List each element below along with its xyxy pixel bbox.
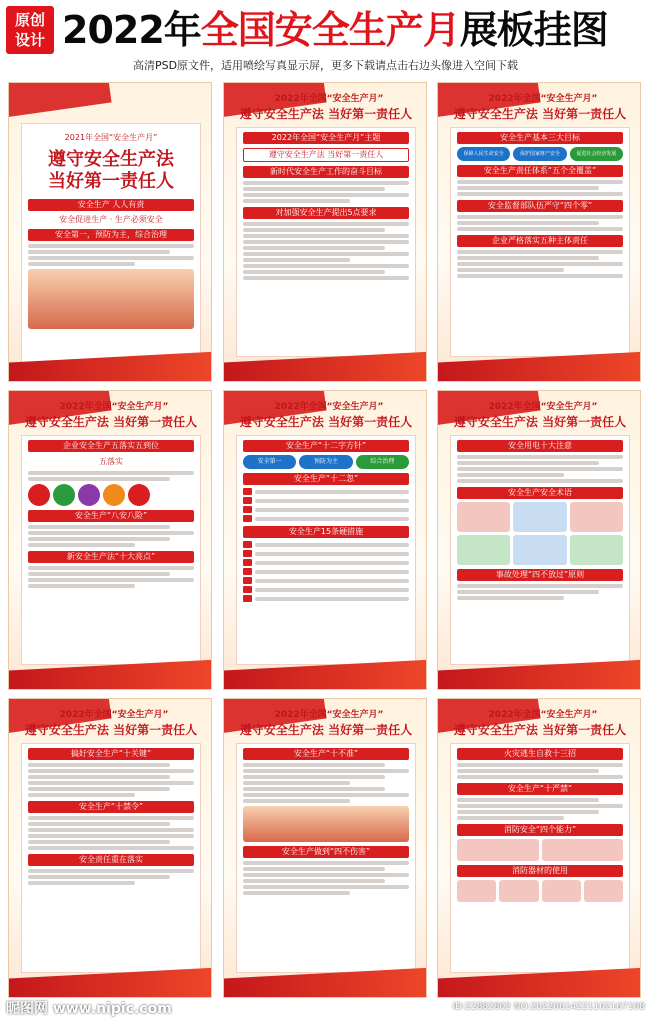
board-five-implementations[interactable] bbox=[8, 390, 212, 690]
number-marker bbox=[243, 497, 252, 504]
text-line bbox=[28, 846, 194, 850]
section-head: 安全生产基本三大目标 bbox=[457, 132, 623, 144]
text-line bbox=[243, 240, 409, 244]
text-line bbox=[457, 274, 623, 278]
text-line bbox=[457, 810, 599, 814]
section-head: 安全生产责任体系“五个全覆盖” bbox=[457, 165, 623, 177]
board-tag: 安全生产 人人有责 bbox=[28, 199, 194, 211]
board-year: 2022年全国“安全生产月” bbox=[488, 94, 598, 104]
text-line bbox=[243, 867, 385, 871]
text-line bbox=[255, 561, 409, 565]
text-line bbox=[28, 471, 194, 475]
text-line bbox=[243, 763, 385, 767]
text-line bbox=[28, 869, 194, 873]
circle-icon bbox=[53, 484, 75, 506]
text-line bbox=[255, 508, 409, 512]
section-head: 安全生产15条硬措施 bbox=[243, 526, 409, 538]
board-body bbox=[236, 743, 416, 973]
text-line bbox=[28, 769, 194, 773]
text-line bbox=[243, 787, 385, 791]
original-design-badge bbox=[6, 6, 54, 54]
board-body bbox=[236, 127, 416, 357]
list-item bbox=[243, 559, 409, 566]
text-line bbox=[457, 763, 623, 767]
text-line bbox=[243, 885, 409, 889]
section-head: 安全生产“十严禁” bbox=[457, 783, 623, 795]
board-slogan: 遵守安全生产法 当好第一责任人 bbox=[24, 415, 198, 429]
section-head: 安全生产“八安八险” bbox=[28, 510, 194, 522]
text-line bbox=[457, 798, 599, 802]
target-chip: 保障人民生命安全 bbox=[457, 147, 510, 161]
text-line bbox=[457, 804, 623, 808]
text-line bbox=[28, 244, 194, 248]
term-box bbox=[457, 535, 510, 565]
text-line bbox=[28, 793, 135, 797]
extinguisher-step bbox=[542, 880, 581, 902]
text-line bbox=[28, 531, 194, 535]
text-line bbox=[457, 479, 623, 483]
board-title-line-1: 遵守安全生产法 bbox=[48, 149, 174, 170]
term-box bbox=[457, 502, 510, 532]
text-line bbox=[243, 861, 409, 865]
text-line bbox=[243, 193, 409, 197]
text-line bbox=[457, 769, 599, 773]
board-slogan: 遵守安全生产法 当好第一责任人 bbox=[453, 723, 627, 737]
section-head: 安全生产安全术语 bbox=[457, 487, 623, 499]
board-body bbox=[21, 123, 201, 363]
circle-icon bbox=[128, 484, 150, 506]
board-body bbox=[236, 435, 416, 665]
number-marker bbox=[243, 550, 252, 557]
list-item bbox=[243, 595, 409, 602]
extinguisher-step bbox=[584, 880, 623, 902]
text-line bbox=[243, 258, 350, 262]
text-line bbox=[243, 181, 409, 185]
section-head: 安全生产“十二忽” bbox=[243, 473, 409, 485]
text-line bbox=[28, 250, 170, 254]
number-marker bbox=[243, 568, 252, 575]
board-title-line-2: 当好第一责任人 bbox=[48, 171, 174, 192]
section-head: 安全生产“十二字方针” bbox=[243, 440, 409, 452]
section-head: 安全生产做到“四不伤害” bbox=[243, 846, 409, 858]
section-head: 企业安全生产五落实五到位 bbox=[28, 440, 194, 452]
board-slogan: 遵守安全生产法 当好第一责任人 bbox=[239, 415, 413, 429]
number-marker bbox=[243, 488, 252, 495]
text-line bbox=[28, 572, 170, 576]
text-line bbox=[255, 499, 409, 503]
text-line bbox=[255, 517, 409, 521]
text-line bbox=[457, 584, 623, 588]
text-line bbox=[28, 775, 170, 779]
text-line bbox=[243, 187, 385, 191]
text-line bbox=[243, 775, 385, 779]
text-line bbox=[457, 192, 623, 196]
list-item bbox=[243, 515, 409, 522]
workers-illustration bbox=[243, 806, 409, 842]
text-line bbox=[255, 552, 409, 556]
text-line bbox=[243, 228, 385, 232]
number-marker bbox=[243, 595, 252, 602]
number-marker bbox=[243, 515, 252, 522]
text-line bbox=[243, 246, 385, 250]
target-chip: 保护国家财产安全 bbox=[513, 147, 566, 161]
board-year: 2022年全国“安全生产月” bbox=[488, 402, 598, 412]
section-head: 安全生产“十禁令” bbox=[28, 801, 194, 813]
circle-row bbox=[28, 484, 194, 506]
target-chip: 促进社会经济发展 bbox=[570, 147, 623, 161]
title-year: 2022年 bbox=[62, 8, 201, 52]
text-line bbox=[243, 222, 409, 226]
list-item bbox=[243, 497, 409, 504]
badge-line-2: 设计 bbox=[14, 31, 45, 49]
board-slogan: 遵守安全生产法 当好第一责任人 bbox=[24, 723, 198, 737]
section-head: 新时代安全生产工作的奋斗目标 bbox=[243, 166, 409, 178]
text-line bbox=[243, 264, 409, 268]
text-line bbox=[255, 570, 409, 574]
board-body bbox=[21, 743, 201, 973]
term-box bbox=[513, 502, 566, 532]
text-line bbox=[243, 234, 409, 238]
text-line bbox=[457, 215, 623, 219]
text-line bbox=[243, 270, 385, 274]
badge-line-1: 原创 bbox=[14, 11, 45, 29]
text-line bbox=[28, 537, 170, 541]
text-line bbox=[243, 891, 350, 895]
board-slogan: 遵守安全生产法 当好第一责任人 bbox=[453, 415, 627, 429]
text-line bbox=[243, 769, 409, 773]
board-body bbox=[450, 743, 630, 973]
text-line bbox=[457, 455, 623, 459]
text-line bbox=[28, 828, 194, 832]
text-line bbox=[28, 566, 194, 570]
capability-boxes bbox=[457, 839, 623, 861]
page-title bbox=[62, 4, 647, 56]
section-head: 消防器材的使用 bbox=[457, 865, 623, 877]
number-marker bbox=[243, 541, 252, 548]
board-year: 2022年全国“安全生产月” bbox=[488, 710, 598, 720]
section-head: 遵守安全生产法 当好第一责任人 bbox=[243, 148, 409, 162]
section-head: 事故处理“四不放过”原则 bbox=[457, 569, 623, 581]
capability-box bbox=[542, 839, 624, 861]
section-head: 搞好安全生产“十关键” bbox=[28, 748, 194, 760]
page-subtitle: 高清PSD原文件，适用喷绘写真显示屏，更多下载请点击右边头像进入空间下载 bbox=[132, 59, 519, 72]
watermark-right: ID:22882802 NO:20220614221102167108 bbox=[452, 1002, 645, 1012]
text-line bbox=[457, 590, 599, 594]
section-head: 安全监督部队伍严守“四个零” bbox=[457, 200, 623, 212]
text-line bbox=[28, 834, 194, 838]
text-line bbox=[28, 262, 135, 266]
board-slogan: 遵守安全生产法 当好第一责任人 bbox=[239, 723, 413, 737]
text-line bbox=[28, 525, 170, 529]
section-head: 消防安全“四个能力” bbox=[457, 824, 623, 836]
section-head: 火灾逃生自救十三招 bbox=[457, 748, 623, 760]
extinguisher-step bbox=[499, 880, 538, 902]
text-line bbox=[457, 250, 623, 254]
section-head: 对加强安全生产提出5点要求 bbox=[243, 207, 409, 219]
text-line bbox=[243, 252, 409, 256]
board-theme[interactable] bbox=[223, 82, 427, 382]
list-item bbox=[243, 550, 409, 557]
board-year: 2022年全国“安全生产月” bbox=[274, 710, 384, 720]
text-line bbox=[255, 597, 409, 601]
board-body bbox=[450, 127, 630, 357]
text-line bbox=[457, 775, 623, 779]
board-slogan: 遵守安全生产法 当好第一责任人 bbox=[239, 107, 413, 121]
text-line bbox=[243, 793, 409, 797]
list-item bbox=[243, 488, 409, 495]
list-item bbox=[243, 586, 409, 593]
title-main: 全国安全生产月 bbox=[200, 8, 460, 52]
section-head: 企业严格落实五种主体责任 bbox=[457, 235, 623, 247]
text-line bbox=[255, 543, 409, 547]
board-cover[interactable] bbox=[8, 82, 212, 382]
list-item bbox=[243, 577, 409, 584]
text-line bbox=[457, 227, 623, 231]
capability-box bbox=[457, 839, 539, 861]
text-line bbox=[255, 579, 409, 583]
board-body bbox=[450, 435, 630, 665]
section-subhead: 五落实 bbox=[28, 456, 194, 468]
policy-chip: 综合治理 bbox=[356, 455, 409, 469]
section-head: 安全责任重在落实 bbox=[28, 854, 194, 866]
circle-icon bbox=[78, 484, 100, 506]
text-line bbox=[28, 763, 170, 767]
header bbox=[0, 0, 651, 80]
policy-chip: 预防为主 bbox=[299, 455, 352, 469]
text-line bbox=[457, 473, 564, 477]
text-line bbox=[255, 490, 409, 494]
text-line bbox=[457, 467, 623, 471]
text-line bbox=[28, 881, 135, 885]
term-box bbox=[570, 535, 623, 565]
circle-icon bbox=[28, 484, 50, 506]
text-line bbox=[243, 781, 350, 785]
board-year: 2022年全国“安全生产月” bbox=[274, 94, 384, 104]
policy-chip: 安全第一 bbox=[243, 455, 296, 469]
text-line bbox=[28, 584, 135, 588]
term-boxes bbox=[457, 535, 623, 565]
text-line bbox=[457, 268, 564, 272]
board-line: 安全促进生产 · 生产必须安全 bbox=[59, 215, 163, 224]
term-boxes bbox=[457, 502, 623, 532]
text-line bbox=[243, 873, 409, 877]
text-line bbox=[457, 256, 599, 260]
text-line bbox=[457, 461, 599, 465]
monument-illustration bbox=[28, 269, 194, 329]
section-head: 安全用电十大注意 bbox=[457, 440, 623, 452]
board-slogan: 遵守安全生产法 当好第一责任人 bbox=[453, 107, 627, 121]
text-line bbox=[28, 787, 170, 791]
text-line bbox=[28, 816, 194, 820]
target-chips bbox=[457, 147, 623, 161]
number-marker bbox=[243, 586, 252, 593]
section-head: 新安全生产法“十大亮点” bbox=[28, 551, 194, 563]
board-electricity[interactable] bbox=[437, 390, 641, 690]
text-line bbox=[457, 262, 623, 266]
term-box bbox=[570, 502, 623, 532]
number-marker bbox=[243, 559, 252, 566]
board-body bbox=[21, 435, 201, 665]
board-year: 2022年全国“安全生产月” bbox=[59, 402, 169, 412]
board-targets[interactable] bbox=[437, 82, 641, 382]
text-line bbox=[28, 840, 170, 844]
list-item bbox=[243, 506, 409, 513]
extinguisher-step bbox=[457, 880, 496, 902]
watermark-left: 昵图网 www.nipic.com bbox=[6, 1001, 172, 1017]
board-ten-prohibitions[interactable] bbox=[223, 698, 427, 998]
ribbon-decoration bbox=[8, 82, 112, 119]
text-line bbox=[255, 588, 409, 592]
board-year: 2021年全国“安全生产月” bbox=[64, 133, 158, 142]
term-box bbox=[513, 535, 566, 565]
board-head: 安全第一，预防为主，综合治理 bbox=[28, 229, 194, 241]
text-line bbox=[457, 596, 564, 600]
text-line bbox=[28, 578, 194, 582]
policy-chips bbox=[243, 455, 409, 469]
text-line bbox=[28, 781, 194, 785]
watermark-bar bbox=[0, 996, 651, 1024]
text-line bbox=[28, 822, 170, 826]
board-twelve-words[interactable] bbox=[223, 390, 427, 690]
board-year: 2022年全国“安全生产月” bbox=[274, 402, 384, 412]
text-line bbox=[28, 875, 170, 879]
text-line bbox=[243, 799, 350, 803]
board-year: 2022年全国“安全生产月” bbox=[59, 710, 169, 720]
text-line bbox=[28, 256, 194, 260]
text-line bbox=[457, 221, 599, 225]
text-line bbox=[28, 543, 135, 547]
section-head: 2022年全国“安全生产月”主题 bbox=[243, 132, 409, 144]
extinguisher-row bbox=[457, 880, 623, 902]
text-line bbox=[457, 186, 599, 190]
list-item bbox=[243, 568, 409, 575]
section-head: 安全生产“十不准” bbox=[243, 748, 409, 760]
number-marker bbox=[243, 577, 252, 584]
text-line bbox=[243, 879, 385, 883]
text-line bbox=[243, 199, 350, 203]
board-ten-keys[interactable] bbox=[8, 698, 212, 998]
text-line bbox=[28, 477, 170, 481]
text-line bbox=[457, 180, 623, 184]
board-fire-escape[interactable] bbox=[437, 698, 641, 998]
text-line bbox=[457, 816, 564, 820]
number-marker bbox=[243, 506, 252, 513]
title-tail: 展板挂图 bbox=[459, 8, 608, 52]
circle-icon bbox=[103, 484, 125, 506]
text-line bbox=[243, 276, 409, 280]
list-item bbox=[243, 541, 409, 548]
